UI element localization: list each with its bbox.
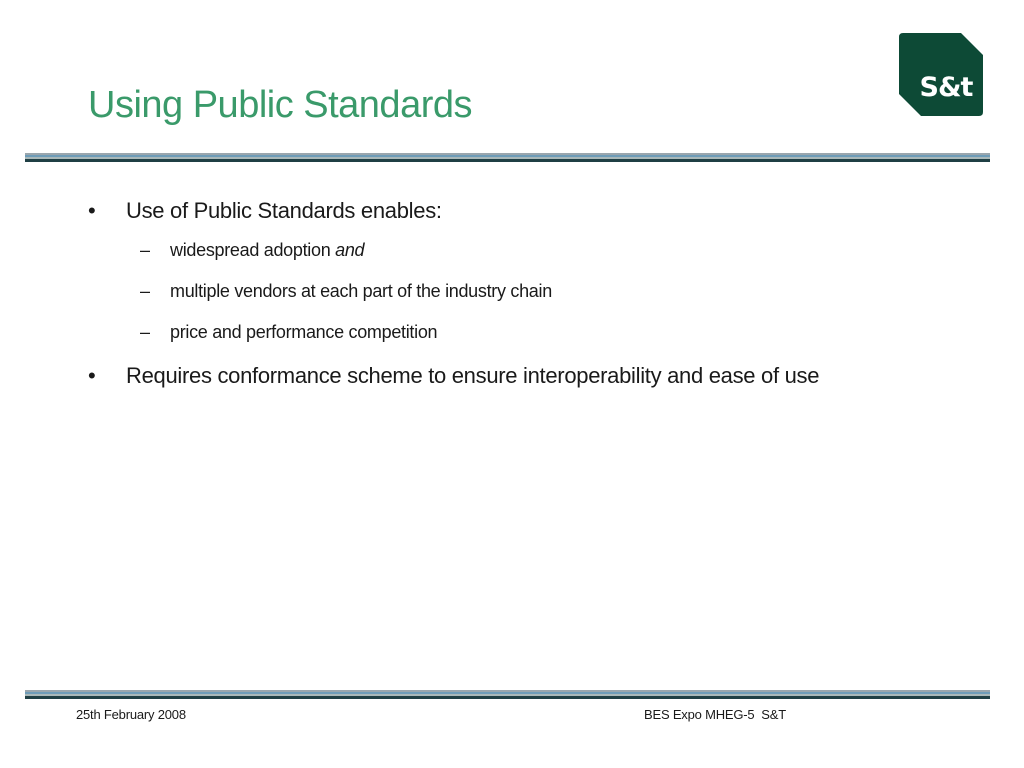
slide-body xyxy=(88,196,988,391)
bullet-item xyxy=(88,196,988,226)
footer-event: BES Expo MHEG-5 S&T xyxy=(644,707,786,722)
sub-bullet-text: multiple vendors at each part of the industry chain xyxy=(170,281,552,301)
bullet-text: Requires conformance scheme to ensure interoperability and ease of use xyxy=(126,363,820,388)
sub-bullet-text: price and performance competition xyxy=(170,322,438,342)
bullet-text: Use of Public Standards enables: xyxy=(126,198,442,223)
company-logo xyxy=(899,33,983,116)
bullet-item xyxy=(88,361,988,391)
emphasis-text: and xyxy=(335,240,365,260)
bullet-marker: • xyxy=(88,198,96,223)
bullet-marker: • xyxy=(88,363,96,388)
st-logo-icon xyxy=(899,33,983,116)
sub-bullet-list xyxy=(88,238,988,344)
dash-marker: – xyxy=(140,322,150,342)
sub-bullet-item xyxy=(88,238,988,262)
dash-marker: – xyxy=(140,281,150,301)
sub-bullet-text: widespread adoption xyxy=(170,240,336,260)
sub-bullet-item xyxy=(88,320,988,344)
logo-wordmark: S&t xyxy=(919,72,973,103)
top-divider xyxy=(25,153,990,162)
dash-marker: – xyxy=(140,240,150,260)
footer-date: 25th February 2008 xyxy=(76,707,186,722)
slide-title: Using Public Standards xyxy=(88,84,472,126)
sub-bullet-item xyxy=(88,279,988,303)
bottom-divider xyxy=(25,690,990,699)
